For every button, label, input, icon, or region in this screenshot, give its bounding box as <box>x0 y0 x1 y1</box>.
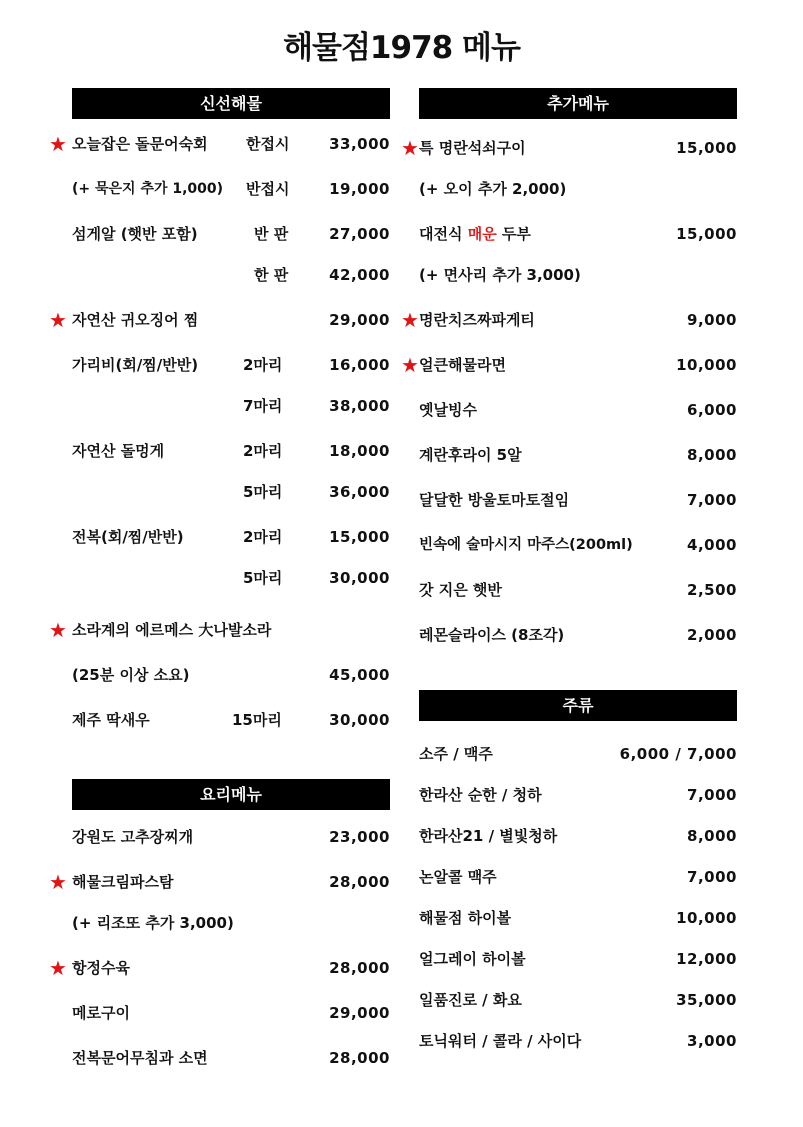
menu-item-price: 42,000 <box>329 266 390 284</box>
menu-item-name: 한라산21 / 별빛청하 <box>419 827 558 845</box>
menu-item-price: 15,000 <box>676 225 737 243</box>
menu-item-name: 자연산 귀오징어 찜 <box>72 311 199 329</box>
menu-item-name: 메로구이 <box>72 1004 130 1022</box>
menu-item-size: 2마리 <box>243 356 283 374</box>
section-header-extra: 추가메뉴 <box>419 88 737 119</box>
menu-item-price: 29,000 <box>329 1004 390 1022</box>
menu-item-name: 계란후라이 5알 <box>419 446 522 464</box>
menu-item-price: 4,000 <box>687 536 737 554</box>
menu-item-price: 7,000 <box>687 491 737 509</box>
menu-item-name: 해물크림파스탐 <box>72 873 174 891</box>
section-header-drinks: 주류 <box>419 690 737 721</box>
menu-item-name: 소주 / 맥주 <box>419 745 493 763</box>
menu-item-price: 16,000 <box>329 356 390 374</box>
menu-item-price: 38,000 <box>329 397 390 415</box>
menu-item-name: 토닉워터 / 콜라 / 사이다 <box>419 1032 582 1050</box>
menu-item-price: 8,000 <box>687 827 737 845</box>
menu-item-name: 레몬슬라이스 (8조각) <box>419 626 565 644</box>
menu-item-name: 해물점 하이볼 <box>419 909 512 927</box>
menu-item-name: 소라계의 에르메스 大나발소라 <box>72 621 272 639</box>
menu-item-price: 35,000 <box>676 991 737 1009</box>
section-header-fresh: 신선해물 <box>72 88 390 119</box>
star-icon: ★ <box>401 308 419 332</box>
menu-item-name: 자연산 돌멍게 <box>72 442 165 460</box>
menu-item-note: (+ 묵은지 추가 1,000) <box>72 181 224 197</box>
menu-item-name: 오늘잡은 돌문어숙회 <box>72 135 208 153</box>
menu-item-name: 특 명란석쇠구이 <box>419 139 526 157</box>
menu-item-name: 섬게알 (햇반 포함) <box>72 225 198 243</box>
menu-item-name-prefix: 대전식 <box>419 225 468 243</box>
menu-item-name: 옛날빙수 <box>419 401 477 419</box>
star-icon: ★ <box>401 353 419 377</box>
menu-item-name: 가리비(회/찜/반반) <box>72 356 199 374</box>
menu-item-size: 15마리 <box>232 711 282 729</box>
menu-item-price: 10,000 <box>676 909 737 927</box>
menu-item-price: 7,000 <box>687 786 737 804</box>
menu-item-name: 명란치즈짜파게티 <box>419 311 535 329</box>
star-icon: ★ <box>49 132 67 156</box>
menu-item-size: 반 판 <box>254 225 289 243</box>
menu-item-note: (25분 이상 소요) <box>72 666 190 684</box>
menu-item-price: 28,000 <box>329 959 390 977</box>
menu-item-price: 9,000 <box>687 311 737 329</box>
menu-item-name: 제주 딱새우 <box>72 711 150 729</box>
menu-item-price: 28,000 <box>329 873 390 891</box>
menu-item-price: 18,000 <box>329 442 390 460</box>
page-title: 해물점1978 메뉴 <box>283 30 520 66</box>
menu-item-size: 5마리 <box>243 483 283 501</box>
menu-item-note: (+ 오이 추가 2,000) <box>419 180 567 198</box>
menu-item-size: 반접시 <box>246 180 290 198</box>
menu-item-price: 3,000 <box>687 1032 737 1050</box>
menu-item-price: 30,000 <box>329 569 390 587</box>
star-icon: ★ <box>401 136 419 160</box>
menu-item-price: 45,000 <box>329 666 390 684</box>
star-icon: ★ <box>49 618 67 642</box>
menu-item-name: 항정수육 <box>72 959 130 977</box>
menu-item-price: 8,000 <box>687 446 737 464</box>
menu-item-size: 5마리 <box>243 569 283 587</box>
menu-item-price: 27,000 <box>329 225 390 243</box>
star-icon: ★ <box>49 870 67 894</box>
menu-item-name: 한라산 순한 / 청하 <box>419 786 542 804</box>
menu-item-name <box>419 221 531 247</box>
menu-item-size: 한 판 <box>254 266 289 284</box>
menu-item-name: 얼그레이 하이볼 <box>419 950 526 968</box>
menu-item-size: 7마리 <box>243 397 283 415</box>
menu-item-price: 7,000 <box>687 868 737 886</box>
menu-item-name: 얼큰해물라면 <box>419 356 506 374</box>
menu-item-note: (+ 면사리 추가 3,000) <box>419 266 581 284</box>
menu-item-price: 6,000 / 7,000 <box>619 745 737 763</box>
menu-item-price: 30,000 <box>329 711 390 729</box>
menu-item-name: 논알콜 맥주 <box>419 868 497 886</box>
star-icon: ★ <box>49 956 67 980</box>
menu-item-price: 28,000 <box>329 1049 390 1067</box>
menu-item-price: 2,000 <box>687 626 737 644</box>
menu-item-price: 23,000 <box>329 828 390 846</box>
menu-item-price: 6,000 <box>687 401 737 419</box>
menu-item-name: 달달한 방울토마토절임 <box>419 491 570 509</box>
menu-item-price: 10,000 <box>676 356 737 374</box>
menu-item-size: 한접시 <box>246 135 290 153</box>
menu-item-price: 29,000 <box>329 311 390 329</box>
menu-item-size: 2마리 <box>243 528 283 546</box>
menu-item-name: 강원도 고추장찌개 <box>72 828 194 846</box>
menu-item-name: 전복(회/찜/반반) <box>72 528 184 546</box>
menu-item-name: 전복문어무침과 소면 <box>72 1049 208 1067</box>
menu-item-price: 36,000 <box>329 483 390 501</box>
menu-item-name: 갓 지은 햇반 <box>419 581 502 599</box>
menu-item-price: 15,000 <box>329 528 390 546</box>
menu-item-price: 12,000 <box>676 950 737 968</box>
star-icon: ★ <box>49 308 67 332</box>
menu-item-price: 15,000 <box>676 139 737 157</box>
section-header-dishes: 요리메뉴 <box>72 779 390 810</box>
menu-item-price: 19,000 <box>329 180 390 198</box>
menu-item-name: 빈속에 술마시지 마주스(200ml) <box>419 537 633 553</box>
menu-item-size: 2마리 <box>243 442 283 460</box>
menu-item-price: 33,000 <box>329 135 390 153</box>
menu-item-note: (+ 리조또 추가 3,000) <box>72 914 234 932</box>
menu-item-name: 일품진로 / 화요 <box>419 991 522 1009</box>
spicy-highlight: 매운 <box>467 225 497 243</box>
menu-item-name-suffix: 두부 <box>496 225 531 243</box>
menu-item-price: 2,500 <box>687 581 737 599</box>
